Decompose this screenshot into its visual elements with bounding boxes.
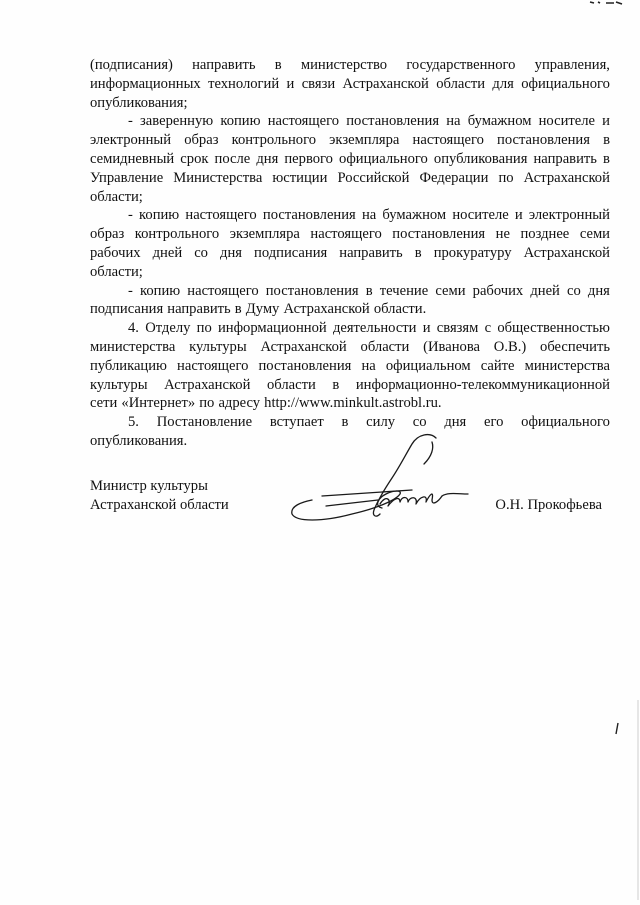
text-line: опубликования; — [90, 94, 188, 111]
text-line: - заверенную копию настоящего постановления на бумажном носителе и — [128, 113, 610, 130]
text-line: образ контрольного экземпляра настоящего постановления не позднее семи — [90, 226, 610, 243]
text-line: подписания направить в Думу Астраханской области. — [90, 301, 427, 318]
text-line: опубликования. — [90, 432, 188, 449]
text-line: 5. Постановление вступает в силу со дня его официального — [128, 414, 610, 431]
text-line: - копию настоящего постановления в течение семи рабочих дней со дня — [128, 282, 610, 299]
text-line: электронный образ контрольного экземпляра настоящего постановления в — [90, 132, 610, 149]
paragraph-duma — [90, 282, 610, 320]
paragraph-prosecutor — [90, 206, 610, 281]
text-line: области; — [90, 263, 143, 280]
signatory-title — [90, 477, 229, 515]
text-line: министерства культуры Астраханской области (Иванова О.В.) обеспечить — [90, 338, 610, 355]
signatory-title-line: Министр культуры — [90, 478, 208, 494]
signatory-name: О.Н. Прокофьева — [495, 496, 602, 513]
text-line: публикацию настоящего постановления на официальном сайте министерства — [90, 357, 610, 374]
paragraph-item-4 — [90, 319, 610, 413]
paragraph-justice — [90, 112, 610, 206]
signatory-title-line: Астраханской области — [90, 496, 229, 513]
text-line: - копию настоящего постановления на бумажном носителе и электронный — [128, 207, 610, 224]
paragraph-cont — [90, 56, 610, 112]
text-line: области; — [90, 188, 143, 205]
text-line: сети «Интернет» по адресу http://www.minkult.astrobl.ru. — [90, 395, 442, 412]
text-line: Управление Министерства юстиции Российской Федерации по Астраханской — [90, 169, 610, 186]
signature-block — [90, 477, 610, 537]
text-line: информационных технологий и связи Астраханской области для официального — [90, 75, 610, 92]
scan-edge-shadow — [636, 700, 640, 900]
scan-mark-top-right — [588, 0, 628, 8]
text-line: (подписания) направить в министерство государственного управления, — [90, 57, 610, 73]
scan-speck — [614, 722, 620, 736]
text-line: 4. Отделу по информационной деятельности и связям с общественностью — [128, 320, 610, 337]
text-line: рабочих дней со дня подписания направить в прокуратуру Астраханской — [90, 244, 610, 261]
document-body — [90, 56, 610, 451]
text-line: культуры Астраханской области в информационно-телекоммуникационной — [90, 376, 610, 393]
text-line: семидневный срок после дня первого официального опубликования направить в — [90, 150, 610, 167]
